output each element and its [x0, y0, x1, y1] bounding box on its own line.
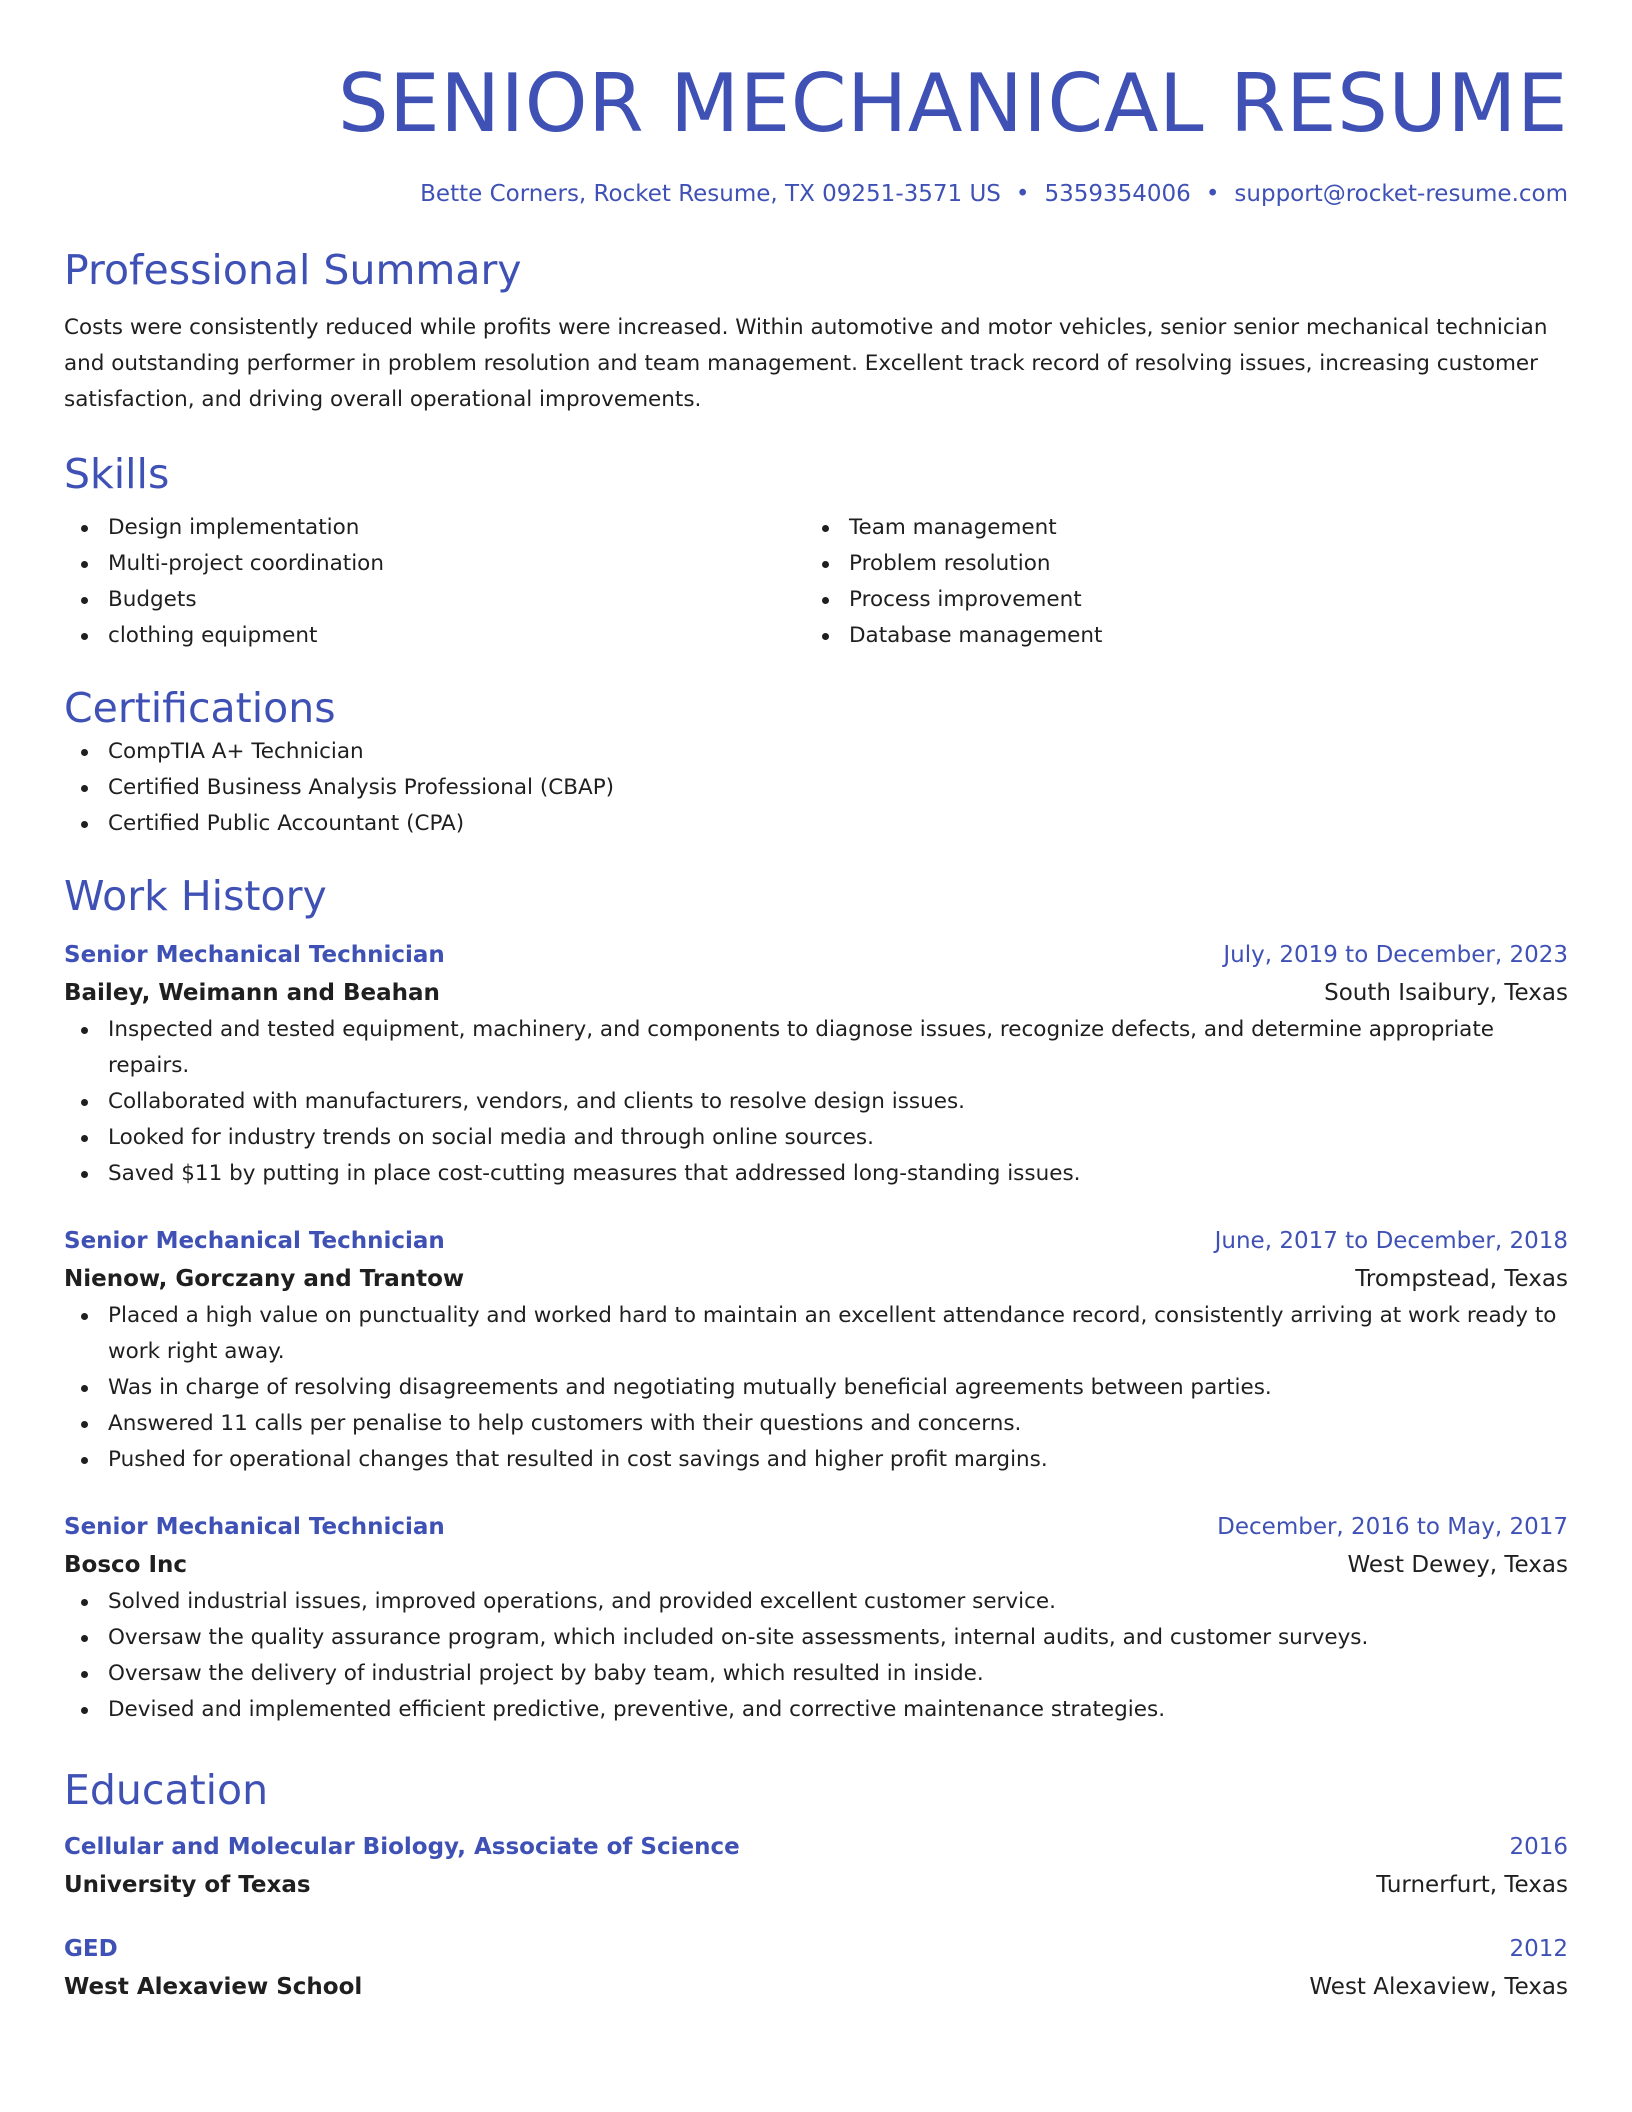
work-history-section: [64, 870, 1568, 1728]
education-degree-row: [64, 1828, 1568, 1866]
job-entry: [64, 936, 1568, 1192]
skills-list-left: [64, 510, 805, 654]
contact-separator: •: [1205, 181, 1220, 207]
education-year: 2012: [1509, 1936, 1568, 1962]
job-bullet: Inspected and tested equipment, machinery, and components to diagnose issues, recognize defects, and determine appropriate repairs.: [64, 1012, 1568, 1084]
skills-section: [64, 448, 1568, 654]
education-school-row: [64, 1866, 1568, 1904]
job-location: West Dewey, Texas: [1347, 1552, 1568, 1578]
education-heading: Education: [64, 1766, 269, 1814]
job-title-row: [64, 936, 1568, 974]
education-school-row: [64, 1968, 1568, 2006]
job-bullet: Saved $11 by putting in place cost-cutting measures that addressed long-standing issues.: [64, 1156, 1568, 1192]
job-bullet: Collaborated with manufacturers, vendors, and clients to resolve design issues.: [64, 1084, 1568, 1120]
skill-item: Team management: [805, 510, 1546, 546]
job-company-row: [64, 1546, 1568, 1584]
job-title-row: [64, 1222, 1568, 1260]
job-dates: December, 2016 to May, 2017: [1217, 1514, 1568, 1540]
job-bullets: [64, 1584, 1568, 1728]
education-school: West Alexaview School: [64, 1974, 363, 2000]
job-bullet: Placed a high value on punctuality and worked hard to maintain an excellent attendance record, consistently arriving at work ready to work right away.: [64, 1298, 1568, 1370]
job-entry: [64, 1508, 1568, 1728]
summary-text: Costs were consistently reduced while profits were increased. Within automotive and motor vehicles, senior senior mechanical technician and outstanding performer in problem resolution and team management. Excellent track record of resolving issues, increasing customer satisfaction, and driving overall operational improvements.: [64, 315, 1548, 412]
skills-heading: Skills: [64, 450, 170, 498]
job-company: Bosco Inc: [64, 1552, 188, 1578]
job-bullet: Solved industrial issues, improved operations, and provided excellent customer service.: [64, 1584, 1568, 1620]
job-dates: June, 2017 to December, 2018: [1214, 1228, 1568, 1254]
skills-column-right: [805, 510, 1546, 654]
education-degree: Cellular and Molecular Biology, Associate of Science: [64, 1834, 740, 1860]
skill-item: Design implementation: [64, 510, 805, 546]
job-bullets: [64, 1298, 1568, 1478]
job-company: Bailey, Weimann and Beahan: [64, 980, 440, 1006]
education-section: [64, 1764, 1568, 2006]
job-location: South Isaibury, Texas: [1324, 980, 1568, 1006]
resume-header: [64, 52, 1568, 210]
contact-address: Bette Corners, Rocket Resume, TX 09251-3571 US: [420, 181, 1001, 207]
contact-phone: 5359354006: [1044, 181, 1191, 207]
skill-item: Process improvement: [805, 582, 1546, 618]
education-location: West Alexaview, Texas: [1309, 1974, 1568, 2000]
skill-item: clothing equipment: [64, 618, 805, 654]
contact-email[interactable]: support@rocket-resume.com: [1234, 181, 1568, 207]
job-bullet: Oversaw the quality assurance program, which included on-site assessments, internal audits, and customer surveys.: [64, 1620, 1568, 1656]
job-bullet: Oversaw the delivery of industrial project by baby team, which resulted in inside.: [64, 1656, 1568, 1692]
job-bullet: Looked for industry trends on social media and through online sources.: [64, 1120, 1568, 1156]
job-location: Trompstead, Texas: [1355, 1266, 1568, 1292]
contact-line: [64, 178, 1568, 210]
summary-section: [64, 244, 1568, 418]
certifications-section: [64, 682, 1568, 842]
job-entry: [64, 1222, 1568, 1478]
job-bullet: Pushed for operational changes that resulted in cost savings and higher profit margins.: [64, 1442, 1568, 1478]
education-entry: [64, 1930, 1568, 2006]
job-company: Nienow, Gorczany and Trantow: [64, 1266, 465, 1292]
skills-column-left: [64, 510, 805, 654]
job-dates: July, 2019 to December, 2023: [1223, 942, 1568, 968]
certifications-heading: Certifications: [64, 684, 336, 732]
education-school: University of Texas: [64, 1872, 311, 1898]
job-title: Senior Mechanical Technician: [64, 1228, 445, 1254]
skill-item: Multi-project coordination: [64, 546, 805, 582]
summary-heading: Professional Summary: [64, 246, 522, 294]
education-entry: [64, 1828, 1568, 1904]
skill-item: Database management: [805, 618, 1546, 654]
education-degree-row: [64, 1930, 1568, 1968]
skills-list-right: [805, 510, 1546, 654]
contact-separator: •: [1015, 181, 1030, 207]
job-bullet: Answered 11 calls per penalise to help customers with their questions and concerns.: [64, 1406, 1568, 1442]
job-title: Senior Mechanical Technician: [64, 942, 445, 968]
skills-grid: [64, 510, 1568, 654]
job-bullet: Devised and implemented efficient predictive, preventive, and corrective maintenance strategies.: [64, 1692, 1568, 1728]
job-title-row: [64, 1508, 1568, 1546]
job-title: Senior Mechanical Technician: [64, 1514, 445, 1540]
job-company-row: [64, 974, 1568, 1012]
education-degree: GED: [64, 1936, 118, 1962]
resume-title: SENIOR MECHANICAL RESUME: [337, 57, 1568, 150]
work-history-heading: Work History: [64, 872, 327, 920]
skill-item: Problem resolution: [805, 546, 1546, 582]
job-bullet: Was in charge of resolving disagreements and negotiating mutually beneficial agreements between parties.: [64, 1370, 1568, 1406]
education-year: 2016: [1509, 1834, 1568, 1860]
skill-item: Budgets: [64, 582, 805, 618]
certifications-list: [64, 734, 1568, 842]
job-company-row: [64, 1260, 1568, 1298]
education-location: Turnerfurt, Texas: [1376, 1872, 1568, 1898]
job-bullets: [64, 1012, 1568, 1192]
certification-item: Certified Business Analysis Professional (CBAP): [64, 770, 1568, 806]
certification-item: CompTIA A+ Technician: [64, 734, 1568, 770]
certification-item: Certified Public Accountant (CPA): [64, 806, 1568, 842]
